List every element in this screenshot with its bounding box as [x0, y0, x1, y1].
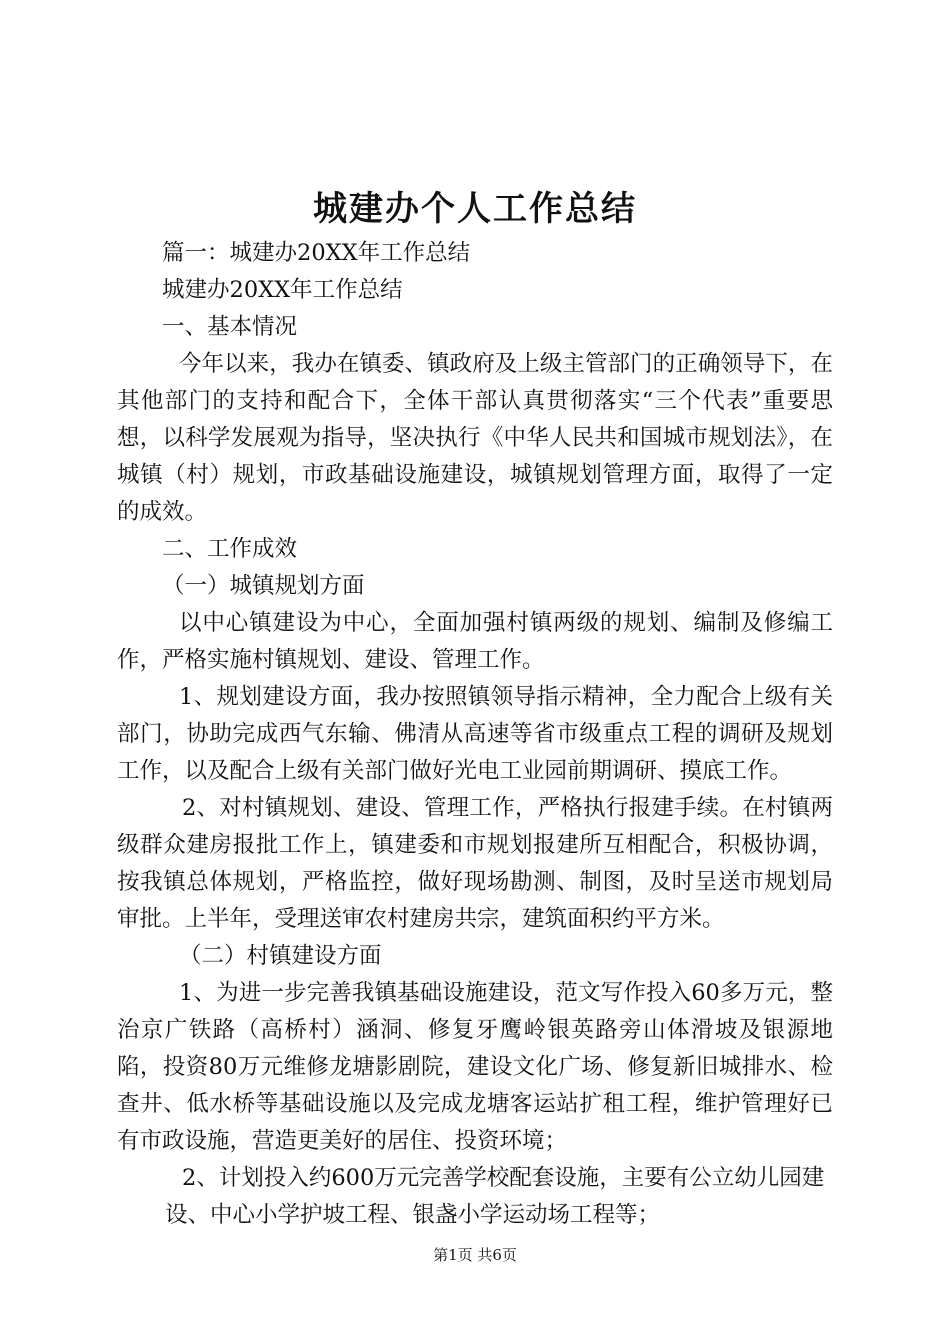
paragraph-article-heading: 篇一：城建办20XX年工作总结: [162, 240, 471, 266]
paragraph-planning-item-1: 1、规划建设方面，我办按照镇领导指示精神，全力配合上级有关部门，协助完成西气东输、佛清从高速等省市级重点工程的调研及规划工作，以及配合上级有关部门做好光电工业园前期调研、摸底工作。: [117, 684, 833, 784]
paragraph-basic-situation: 今年以来，我办在镇委、镇政府及上级主管部门的正确领导下，在其他部门的支持和配合下，全体干部认真贯彻落实“三个代表”重要思想，以科学发展观为指导，坚决执行《中华人民共和国城市规划法》，在城镇（村）规划，市政基础设施建设，城镇规划管理方面，取得了一定的成效。: [117, 351, 833, 525]
paragraph-planning-item-2: 2、对村镇规划、建设、管理工作，严格执行报建手续。在村镇两级群众建房报批工作上，镇建委和市规划报建所互相配合，积极协调，按我镇总体规划，严格监控，做好现场勘测、制图，及时呈送市规划局审批。上半年，受理送审农村建房共宗，建筑面积约平方米。: [117, 795, 833, 932]
page-footer: 第1页 共6页: [433, 1246, 517, 1264]
subsection-heading-planning: （一）城镇规划方面: [162, 573, 365, 599]
paragraph-planning-intro: 以中心镇建设为中心，全面加强村镇两级的规划、编制及修编工作，严格实施村镇规划、建设、管理工作。: [117, 610, 833, 673]
subsection-heading-construction: （二）村镇建设方面: [179, 943, 382, 969]
paragraph-construction-item-2: 2、计划投入约600万元完善学校配套设施，主要有公立幼儿园建: [182, 1165, 825, 1191]
document-body: [117, 235, 833, 1234]
paragraph-construction-item-2-continued: 设、中心小学护坡工程、银盏小学运动场工程等；: [165, 1202, 661, 1228]
section-heading-results: 二、工作成效: [162, 536, 298, 562]
paragraph-subtitle: 城建办20XX年工作总结: [162, 277, 403, 303]
paragraph-construction-item-1: 1、为进一步完善我镇基础设施建设，范文写作投入60多万元，整治京广铁路（高桥村）涵洞、修复牙鹰岭银英路旁山体滑坡及银源地陷，投资80万元维修龙塘影剧院，建设文化广场、修复新旧城排水、检查井、低水桥等基础设施以及完成龙塘客运站扩租工程，维护管理好已有市政设施，营造更美好的居住、投资环境；: [117, 980, 833, 1154]
section-heading-basic: 一、基本情况: [162, 314, 298, 340]
document-title: 城建办个人工作总结: [313, 189, 637, 229]
